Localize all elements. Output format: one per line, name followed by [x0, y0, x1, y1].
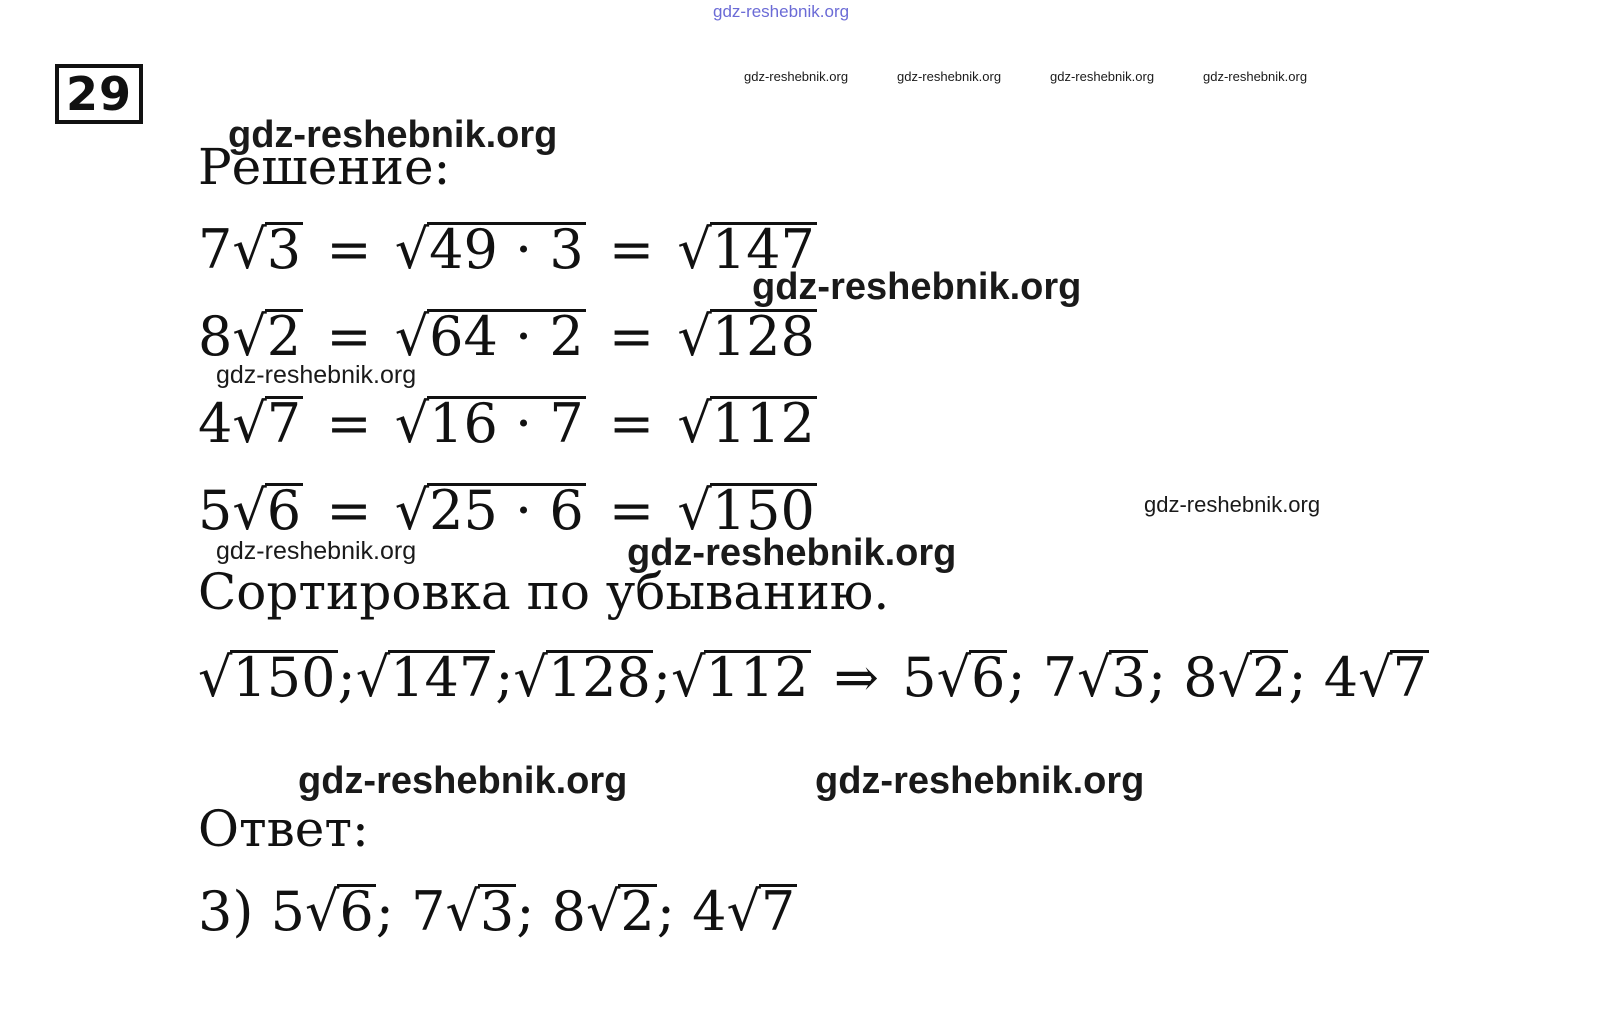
equation-4: 5√6 = √25 · 6 = √150 — [198, 479, 815, 542]
answer-heading: Ответ: — [198, 800, 369, 858]
sorted-root-1: √150 — [198, 646, 336, 709]
solution-heading: Решение: — [198, 138, 451, 196]
sorted-root-2: √147 — [355, 646, 494, 709]
watermark-small-1: gdz-reshebnik.org — [744, 69, 849, 84]
eq1-result-radical: √147 — [677, 218, 815, 281]
answer-term-3: √2 — [585, 880, 655, 943]
sorted-term-4-coef: 4 — [1323, 646, 1359, 709]
equation-3: 4√7 = √16 · 7 = √112 — [198, 392, 815, 455]
watermark-4: gdz-reshebnik.org — [1144, 492, 1321, 517]
answer-label: 3) — [198, 880, 254, 943]
sorted-term-1: √6 — [936, 646, 1006, 709]
answer-term-1-coef: 5 — [270, 880, 305, 943]
eq2-product-radical: √64 · 2 — [394, 305, 584, 368]
eq3-coef: 4 — [198, 392, 233, 455]
eq1-product-radical: √49 · 3 — [394, 218, 584, 281]
eq3-radical: √7 — [232, 392, 302, 455]
watermark-5: gdz-reshebnik.org — [216, 537, 417, 565]
eq4-coef: 5 — [198, 479, 233, 542]
answer-term-2-coef: 7 — [411, 880, 446, 943]
answer-term-4-coef: 4 — [692, 880, 727, 943]
eq2-radical: √2 — [232, 305, 302, 368]
sorted-root-3: √128 — [513, 646, 651, 709]
sorted-term-2: √3 — [1077, 646, 1146, 709]
equation-1: 7√3 = √49 · 3 = √147 — [198, 218, 815, 281]
answer-term-2: √3 — [445, 880, 515, 943]
eq3-result-radical: √112 — [677, 392, 815, 455]
watermark-small-4: gdz-reshebnik.org — [1203, 69, 1308, 84]
sorted-term-2-coef: 7 — [1042, 646, 1078, 709]
sorted-line: √150;√147;√128;√112 ⇒ 5√6; 7√3; 8√2; 4√7 — [198, 646, 1427, 709]
sorted-term-4: √7 — [1358, 646, 1427, 709]
watermark-1: gdz-reshebnik.org — [228, 114, 558, 156]
eq1-coef: 7 — [198, 218, 233, 281]
eq2-coef: 8 — [198, 305, 233, 368]
watermark-8: gdz-reshebnik.org — [815, 760, 1145, 802]
eq3-product-radical: √16 · 7 — [394, 392, 584, 455]
eq4-result-radical: √150 — [677, 479, 815, 542]
implies-symbol: ⇒ — [833, 646, 880, 709]
watermark-small-3: gdz-reshebnik.org — [1050, 69, 1155, 84]
eq4-product-radical: √25 · 6 — [394, 479, 584, 542]
problem-number: 29 — [55, 64, 143, 124]
sorted-term-3: √2 — [1217, 646, 1287, 709]
sorting-heading: Сортировка по убыванию. — [198, 563, 890, 621]
watermark-3: gdz-reshebnik.org — [216, 361, 417, 389]
answer-term-3-coef: 8 — [551, 880, 586, 943]
eq2-result-radical: √128 — [677, 305, 815, 368]
answer-term-4: √7 — [726, 880, 796, 943]
sorted-term-1-coef: 5 — [902, 646, 937, 709]
watermark-small-2: gdz-reshebnik.org — [897, 69, 1002, 84]
sorted-root-4: √112 — [671, 646, 809, 709]
answer-line: 3) 5√6; 7√3; 8√2; 4√7 — [198, 880, 796, 943]
eq4-radical: √6 — [232, 479, 302, 542]
watermark-7: gdz-reshebnik.org — [298, 760, 628, 802]
watermark-2: gdz-reshebnik.org — [752, 266, 1082, 308]
equation-2: 8√2 = √64 · 2 = √128 — [198, 305, 815, 368]
watermark-top: gdz-reshebnik.org — [713, 2, 850, 21]
watermark-6: gdz-reshebnik.org — [627, 532, 957, 574]
answer-term-1: √6 — [304, 880, 374, 943]
sorted-term-3-coef: 8 — [1183, 646, 1218, 709]
eq1-radical: √3 — [232, 218, 302, 281]
